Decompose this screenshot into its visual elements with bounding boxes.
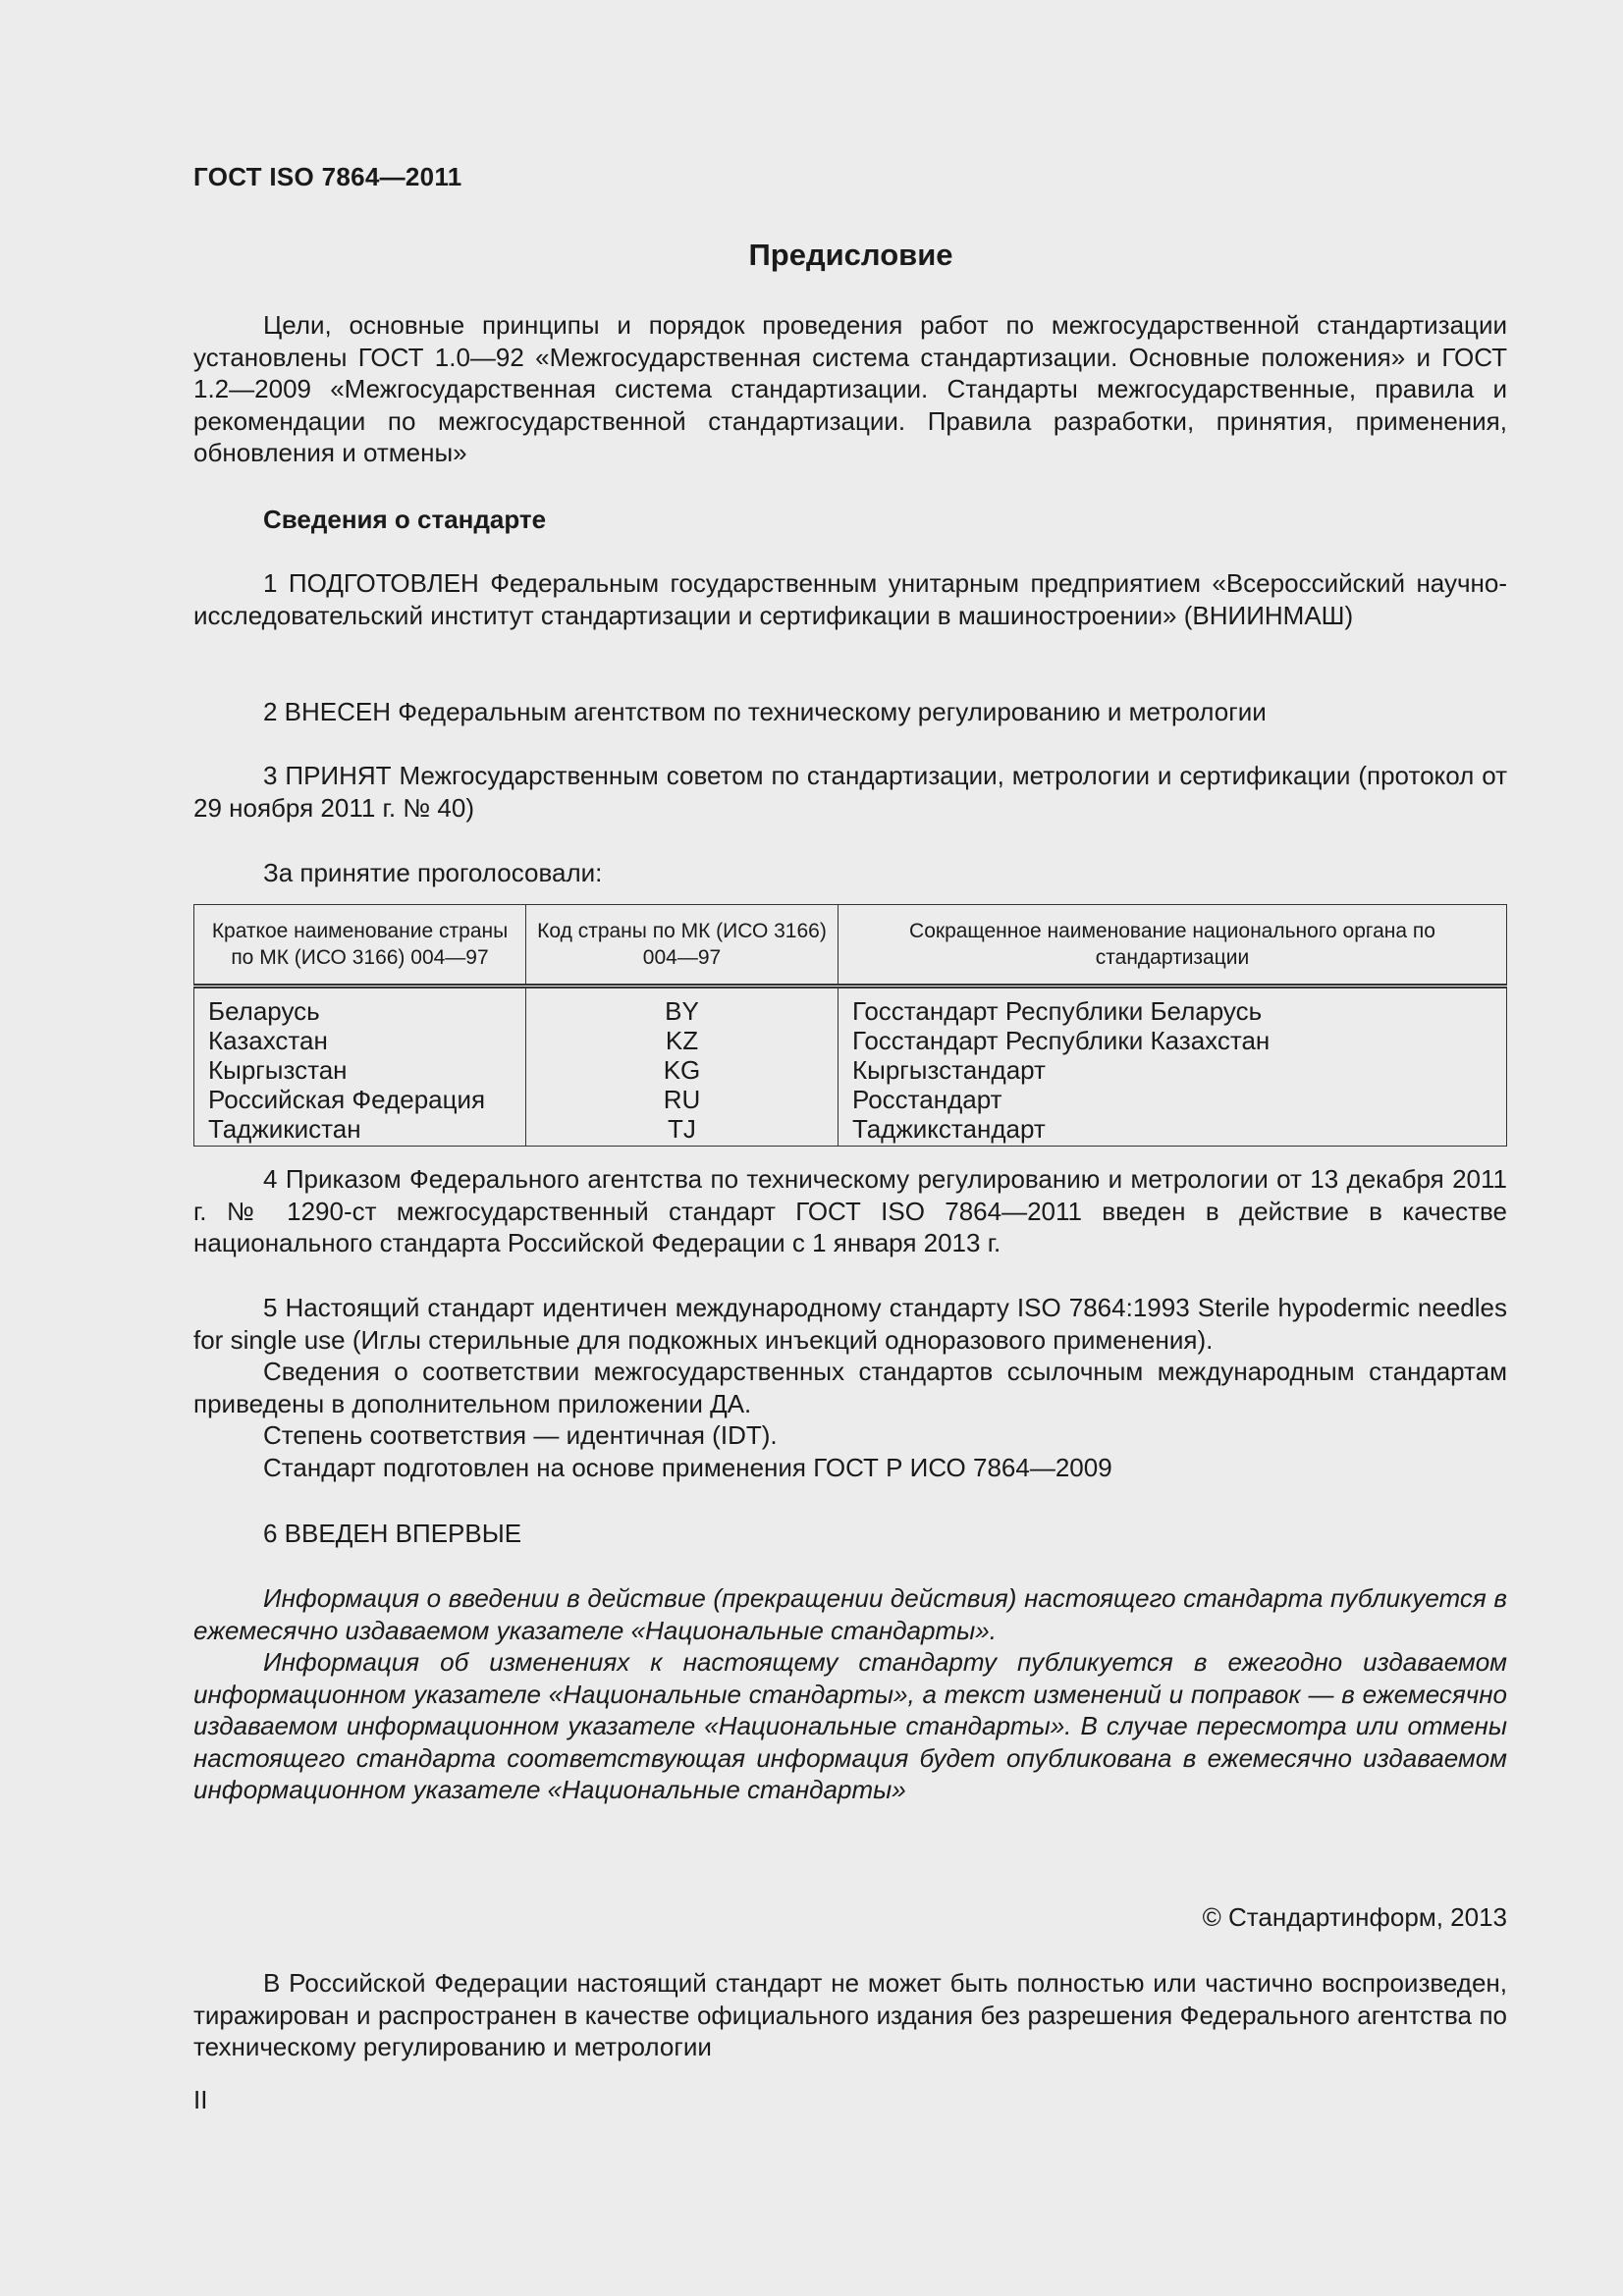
cell-country: Кыргызстан: [194, 1055, 526, 1085]
cell-code: TJ: [526, 1114, 839, 1147]
cell-body: Росстандарт: [839, 1085, 1507, 1114]
item-3-paragraph: 3 ПРИНЯТ Межгосударственным советом по стандартизации, метрологии и сертификации (протокол от 29 ноября 2011 г. № 40): [193, 761, 1507, 823]
votes-intro-block: [193, 857, 1507, 889]
page-title: Предисловие: [748, 238, 953, 272]
cell-country: Таджикистан: [194, 1114, 526, 1147]
table-row: [194, 1085, 1507, 1114]
item-6-paragraph: 6 ВВЕДЕН ВПЕРВЫЕ: [263, 1519, 522, 1548]
table-header-code: Код страны по МК (ИСО 3166) 004—97: [526, 905, 839, 987]
standard-designation: ГОСТ ISO 7864—2011: [193, 162, 462, 191]
info-heading-block: [193, 504, 1507, 536]
item-5-basis: Стандарт подготовлен на основе применения ГОСТ Р ИСО 7864—2009: [263, 1452, 1112, 1482]
item-1-block: [193, 567, 1507, 631]
item-5-block: [193, 1292, 1507, 1483]
table-row: [194, 1055, 1507, 1085]
votes-intro: За принятие проголосовали:: [263, 858, 603, 887]
page-number: II: [193, 2085, 208, 2114]
item-4-paragraph: 4 Приказом Федерального агентства по техническому регулированию и метрологии от 13 декабря 2011 г. № 1290-ст межгосударственный стандарт ГОСТ ISO 7864—2011 введен в действие в качестве национального стандарта Российской Федерации с 1 января 2013 г.: [193, 1164, 1507, 1257]
intro-paragraph: Цели, основные принципы и порядок проведения работ по межгосударственной стандартизации установлены ГОСТ 1.0—92 «Межгосударственная система стандартизации. Основные положения» и ГОСТ 1.2—2009 «Межгосударственная система стандартизации. Стандарты межгосударственные, правила и рекомендации по межгосударственной стандартизации. Правила разработки, принятия, применения, обновления и отмены»: [193, 310, 1507, 467]
cell-body: Кыргызстандарт: [839, 1055, 1507, 1085]
intro-block: [193, 309, 1507, 469]
item-3-block: [193, 760, 1507, 824]
item-5-refs: Сведения о соответствии межгосударственных стандартов ссылочным международным стандартам приведены в дополнительном приложении ДА.: [193, 1357, 1507, 1418]
notice-paragraph-2: Информация об изменениях к настоящему стандарту публикуется в ежегодно издаваемом информационном указателе «Национальные стандарты», а текст изменений и поправок — в ежемесячно издаваемом информационном указателе «Национальные стандарты». В случае пересмотра или отмены настоящего стандарта соответствующая информация будет опубликована в ежемесячно издаваемом информационном указателе «Национальные стандарты»: [193, 1647, 1507, 1804]
cell-code: KZ: [526, 1026, 839, 1055]
table-header-row: [194, 905, 1507, 987]
cell-code: RU: [526, 1085, 839, 1114]
table-header-country: Краткое наименование страны по МК (ИСО 3166) 004—97: [194, 905, 526, 987]
cell-country: Беларусь: [194, 987, 526, 1027]
reproduction-paragraph: В Российской Федерации настоящий стандарт не может быть полностью или частично воспроизведен, тиражирован и распространен в качестве официального издания без разрешения Федерального агентства по техническому регулированию и метрологии: [193, 1968, 1507, 2061]
item-1-paragraph: 1 ПОДГОТОВЛЕН Федеральным государственным унитарным предприятием «Всероссийский научно-исследовательский институт стандартизации и сертификации в машиностроении» (ВНИИНМАШ): [193, 568, 1507, 630]
item-5-degree: Степень соответствия — идентичная (IDT).: [263, 1420, 778, 1450]
voting-table: [193, 904, 1507, 1147]
table-row: [194, 1026, 1507, 1055]
section-heading: Сведения о стандарте: [263, 505, 547, 534]
table-row: [194, 1114, 1507, 1147]
notice-block: [193, 1582, 1507, 1806]
cell-body: Госстандарт Республики Казахстан: [839, 1026, 1507, 1055]
item-5-paragraph: 5 Настоящий стандарт идентичен международному стандарту ISO 7864:1993 Sterile hypodermic needles for single use (Иглы стерильные для подкожных инъекций одноразового применения).: [193, 1293, 1507, 1355]
cell-body: Таджикстандарт: [839, 1114, 1507, 1147]
cell-code: BY: [526, 987, 839, 1027]
item-2-block: [193, 696, 1507, 728]
table-row: [194, 987, 1507, 1027]
cell-country: Российская Федерация: [194, 1085, 526, 1114]
reproduction-block: [193, 1967, 1507, 2063]
cell-country: Казахстан: [194, 1026, 526, 1055]
cell-body: Госстандарт Республики Беларусь: [839, 987, 1507, 1027]
item-4-block: [193, 1163, 1507, 1259]
notice-paragraph-1: Информация о введении в действие (прекращении действия) настоящего стандарта публикуется в ежемесячно издаваемом указателе «Национальные стандарты».: [193, 1583, 1507, 1645]
item-6-block: [193, 1518, 1507, 1550]
table-header-body: Сокращенное наименование национального органа по стандартизации: [839, 905, 1507, 987]
item-2-paragraph: 2 ВНЕСЕН Федеральным агентством по техническому регулированию и метрологии: [263, 697, 1267, 726]
cell-code: KG: [526, 1055, 839, 1085]
copyright-line: © Стандартинформ, 2013: [1202, 1902, 1507, 1932]
